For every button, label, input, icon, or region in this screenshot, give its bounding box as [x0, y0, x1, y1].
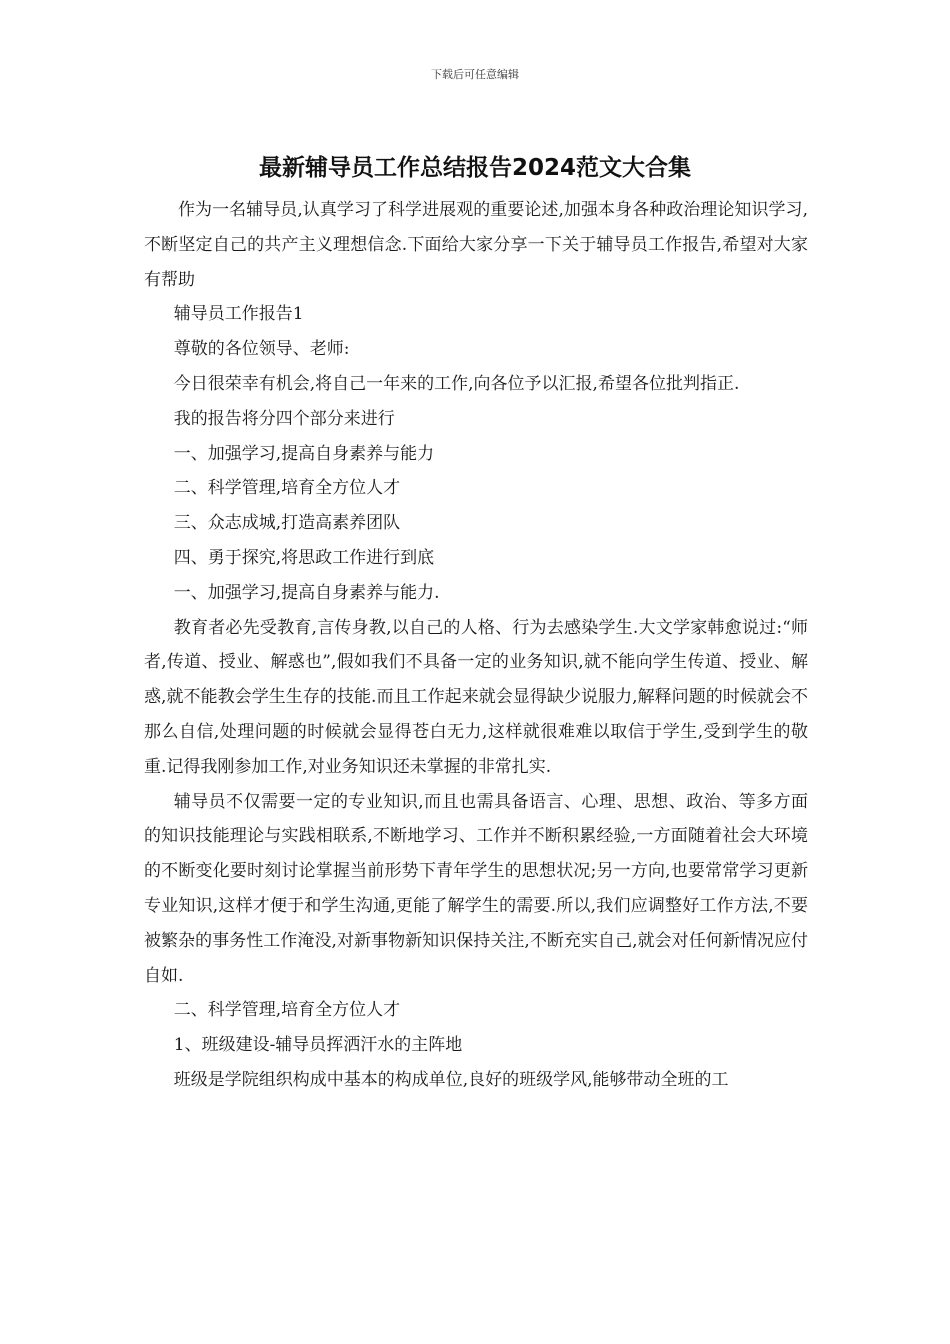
page-header-note: 下载后可任意编辑	[431, 68, 519, 81]
paragraph-outline-item-3: 三、众志成城,打造高素养团队	[173, 513, 401, 534]
paragraph-outline-item-1: 一、加强学习,提高自身素养与能力	[173, 443, 435, 464]
paragraph-section-1-body-1: 教育者必先受教育,言传身教,以自己的人格、行为去感染学生.大文学家韩愈说过:“师者,传道、授业、解惑也”,假如我们不具备一定的业务知识,就不能向学生传道、授业、解惑,就不能教会学生生存的技能.而且工作起来就会显得缺少说服力,解释问题的时候就会不那么自信,处理问题的时候就会显得苍白无力,这样就很难难以取信于学生,受到学生的敬重.记得我刚参加工作,对业务知识还未掌握的非常扎实.	[144, 617, 808, 777]
document-body	[144, 193, 808, 1098]
paragraph-outline-item-4: 四、勇于探究,将思政工作进行到底	[173, 547, 435, 568]
paragraph-intro: 作为一名辅导员,认真学习了科学进展观的重要论述,加强本身各种政治理论知识学习,不断坚定自己的共产主义理想信念.下面给大家分享一下关于辅导员工作报告,希望对大家有帮助	[144, 200, 808, 290]
paragraph-section-2-sub-1: 1、班级建设-辅导员挥洒汗水的主阵地	[173, 1035, 463, 1056]
paragraph-section-1-heading: 一、加强学习,提高自身素养与能力.	[173, 582, 440, 603]
paragraph-salutation: 尊敬的各位领导、老师:	[173, 339, 350, 360]
document-title: 最新辅导员工作总结报告2024范文大合集	[258, 155, 691, 181]
paragraph-outline-intro: 我的报告将分四个部分来进行	[173, 408, 395, 429]
paragraph-section-2-body: 班级是学院组织构成中基本的构成单位,良好的班级学风,能够带动全班的工	[173, 1069, 729, 1090]
paragraph-section-1-body-2: 辅导员不仅需要一定的专业知识,而且也需具备语言、心理、思想、政治、等多方面的知识技能理论与实践相联系,不断地学习、工作并不断积累经验,一方面随着社会大环境的不断变化要时刻讨论掌握当前形势下青年学生的思想状况;另一方向,也要常常学习更新专业知识,这样才便于和学生沟通,更能了解学生的需要.所以,我们应调整好工作方法,不要被繁杂的事务性工作淹没,对新事物新知识保持关注,不断充实自己,就会对任何新情况应付自如.	[144, 791, 808, 986]
paragraph-report-heading: 辅导员工作报告1	[173, 304, 304, 325]
paragraph-section-2-heading: 二、科学管理,培育全方位人才	[173, 1000, 401, 1021]
paragraph-outline-item-2: 二、科学管理,培育全方位人才	[173, 478, 401, 499]
paragraph-opening: 今日很荣幸有机会,将自己一年来的工作,向各位予以汇报,希望各位批判指正.	[173, 373, 740, 394]
